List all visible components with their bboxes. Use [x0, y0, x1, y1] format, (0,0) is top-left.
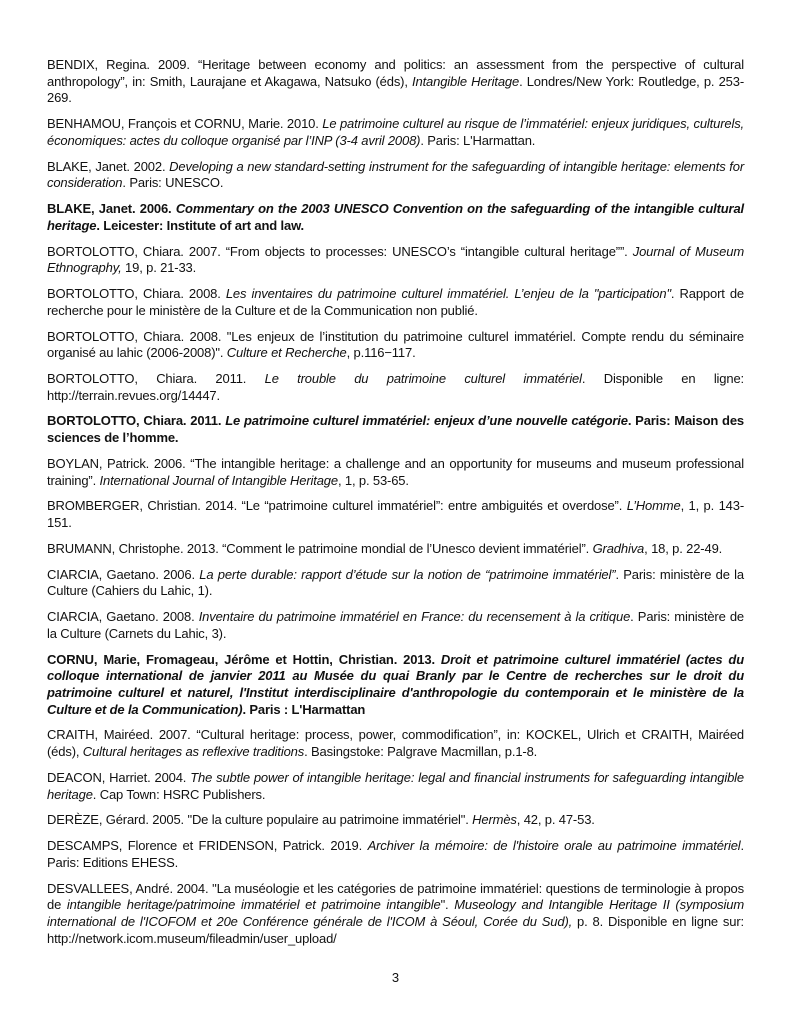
entry-title-italic: Cultural heritages as reflexive traditions: [82, 744, 305, 760]
entry-text: ".: [440, 897, 455, 913]
bibliography-entry: [47, 244, 744, 277]
bibliography-entry: [47, 567, 744, 600]
entry-title-italic: Journal of Museum Ethnography,: [47, 243, 744, 276]
bibliography-entry: [47, 159, 744, 192]
entry-text: . Paris: UNESCO.: [122, 175, 224, 191]
entry-title-italic: intangible heritage/patrimoine immatériel et patrimoine intangible: [66, 897, 441, 913]
entry-text: . Londres/New York: Routledge, p. 253-269.: [47, 73, 744, 106]
entry-text: , 18, p. 22-49.: [644, 540, 723, 556]
bibliography-entry: [47, 652, 744, 718]
entry-title-italic: Museology and Intangible Heritage II (symposium international de l'ICOFOM et 20e Conférence générale de l'ICOM à Séoul, Corée du Sud),: [47, 897, 745, 929]
bibliography-entry: [47, 286, 744, 319]
entry-text: BROMBERGER, Christian. 2014. “Le “patrimoine culturel immatériel”: entre ambiguités et overdose”.: [47, 498, 627, 514]
bibliography-entry: [47, 770, 744, 803]
entry-text: BENDIX, Regina. 2009. “Heritage between economy and politics: an assessment from the perspective of cultural anthropology”, in: Smith, Laurajane et Akagawa, Natsuko (éds),: [47, 57, 744, 89]
entry-text: . Disponible en ligne: http://terrain.revues.org/14447.: [47, 370, 744, 403]
entry-text: , p.116−117.: [346, 345, 416, 361]
entry-text: , 1, p. 53-65.: [337, 472, 409, 488]
entry-text: BENHAMOU, François et CORNU, Marie. 2010.: [47, 116, 323, 132]
entry-text: BORTOLOTTO, Chiara. 2011.: [47, 370, 265, 386]
entry-text: DERÈZE, Gérard. 2005. "De la culture populaire au patrimoine immatériel".: [47, 812, 473, 828]
entry-text: . Basingstoke: Palgrave Macmillan, p.1-8.: [304, 744, 538, 760]
entry-text: BORTOLOTTO, Chiara. 2008. "Les enjeux de l’institution du patrimoine culturel immatériel. Compte rendu du séminaire organisé au lahic (2006-2008)".: [47, 328, 744, 361]
entry-text: BRUMANN, Christophe. 2013. “Comment le patrimoine mondial de l’Unesco devient immatériel”.: [47, 540, 593, 556]
entry-text: DESVALLEES, André. 2004. "La muséologie et les catégories de patrimoine immatériel: questions de terminologie à propos de: [47, 880, 744, 913]
entry-title-italic: Intangible Heritage: [412, 73, 520, 89]
entry-title-italic: Le patrimoine culturel immatériel: enjeux d’une nouvelle catégorie: [225, 413, 628, 429]
bibliography-entry: [47, 838, 744, 871]
entry-text: BORTOLOTTO, Chiara. 2007. “From objects to processes: UNESCO’s “intangible cultural heritage””.: [47, 243, 633, 259]
entry-text: , 42, p. 47-53.: [516, 812, 595, 828]
bibliography-entry: [47, 116, 744, 149]
entry-text: BLAKE, Janet. 2002.: [47, 158, 170, 174]
bibliography-entry: [47, 881, 744, 947]
entry-text: . Paris: Maison des sciences de l’homme.: [47, 413, 744, 446]
entry-text: . Paris: L'Harmattan.: [420, 132, 536, 148]
entry-title-italic: Le trouble du patrimoine culturel immatériel: [264, 370, 582, 386]
entry-title-italic: Droit et patrimoine culturel immatériel (actes du colloque international de janvier 2011 au Musée du quai Branly par le Centre de recherches sur le droit du patrimoine culturel et naturel, l'Institut interdisciplinaire d'anthropologie du contemporain et le ministère de la Culture et de la Communication): [47, 651, 745, 717]
bibliography-entry: [47, 727, 744, 760]
entry-text: . Paris: ministère de la Culture (Carnets du Lahic, 3).: [47, 609, 744, 641]
entry-text: CIARCIA, Gaetano. 2008.: [47, 609, 199, 625]
bibliography-entry: [47, 413, 744, 446]
page-number: 3: [391, 970, 400, 985]
bibliography-list: [47, 57, 744, 947]
entry-text: . Cap Town: HSRC Publishers.: [92, 786, 266, 802]
entry-text: . Paris: Editions EHESS.: [47, 838, 744, 870]
entry-text: BORTOLOTTO, Chiara. 2011.: [47, 413, 226, 429]
entry-title-italic: Inventaire du patrimoine immatériel en France: du recensement à la critique: [198, 609, 631, 625]
entry-text: CRAITH, Mairéed. 2007. “Cultural heritage: process, power, commodification”, in: KOCKEL, Ulrich et CRAITH, Mairéed (éds),: [47, 727, 744, 760]
entry-title-italic: Gradhiva: [592, 540, 645, 556]
entry-title-italic: International Journal of Intangible Heritage: [99, 472, 338, 488]
entry-text: p. 8. Disponible en ligne sur: http://network.icom.museum/fileadmin/user_upload/: [47, 913, 745, 946]
bibliography-entry: [47, 812, 744, 829]
bibliography-entry: [47, 329, 744, 362]
entry-text: . Paris : L'Harmattan: [242, 701, 366, 717]
entry-title-italic: Archiver la mémoire: de l'histoire orale au patrimoine immatériel: [367, 838, 741, 854]
entry-text: DESCAMPS, Florence et FRIDENSON, Patrick. 2019.: [47, 838, 368, 854]
bibliography-entry: [47, 201, 744, 234]
entry-title-italic: Hermès: [472, 812, 517, 828]
entry-text: , 1, p. 143-151.: [47, 498, 745, 531]
bibliography-entry: [47, 57, 744, 107]
bibliography-entry: [47, 609, 744, 642]
bibliography-entry: [47, 371, 744, 404]
entry-title-italic: Developing a new standard-setting instrument for the safeguarding of intangible heritage: elements for consideration: [47, 158, 745, 191]
entry-text: . Paris: ministère de la Culture (Cahiers du Lahic, 1).: [47, 566, 744, 599]
entry-text: . Leicester: Institute of art and law.: [96, 217, 305, 233]
entry-text: BLAKE, Janet. 2006.: [47, 201, 176, 217]
bibliography-entry: [47, 456, 744, 489]
entry-title-italic: Le patrimoine culturel au risque de l’immatériel: enjeux juridiques, culturels, économiques: actes du colloque organisé par l’INP (3-4 avril 2008): [47, 116, 744, 148]
entry-title-italic: The subtle power of intangible heritage: legal and financial instruments for safeguarding intangible heritage: [47, 769, 744, 802]
bibliography-entry: [47, 498, 744, 531]
entry-text: BOYLAN, Patrick. 2006. “The intangible heritage: a challenge and an opportunity for museums and museum professional training”.: [47, 455, 744, 488]
entry-text: . Rapport de recherche pour le ministère de la Culture et de la Communication non publié.: [47, 286, 744, 318]
bibliography-page: [47, 57, 744, 956]
bibliography-entry: [47, 541, 744, 558]
entry-title-italic: Commentary on the 2003 UNESCO Convention on the safeguarding of the intangible cultural heritage: [47, 201, 745, 233]
entry-text: DEACON, Harriet. 2004.: [47, 769, 191, 785]
entry-title-italic: Les inventaires du patrimoine culturel immatériel. L’enjeu de la "participation": [225, 286, 671, 302]
entry-title-italic: Culture et Recherche: [226, 345, 347, 361]
entry-title-italic: La perte durable: rapport d’étude sur la notion de “patrimoine immatériel”: [199, 566, 616, 582]
entry-text: BORTOLOTTO, Chiara. 2008.: [47, 286, 226, 302]
entry-text: CORNU, Marie, Fromageau, Jérôme et Hottin, Christian. 2013.: [47, 651, 441, 667]
entry-title-italic: L’Homme: [626, 498, 681, 514]
entry-text: CIARCIA, Gaetano. 2006.: [47, 566, 200, 582]
entry-text: 19, p. 21-33.: [121, 260, 197, 276]
